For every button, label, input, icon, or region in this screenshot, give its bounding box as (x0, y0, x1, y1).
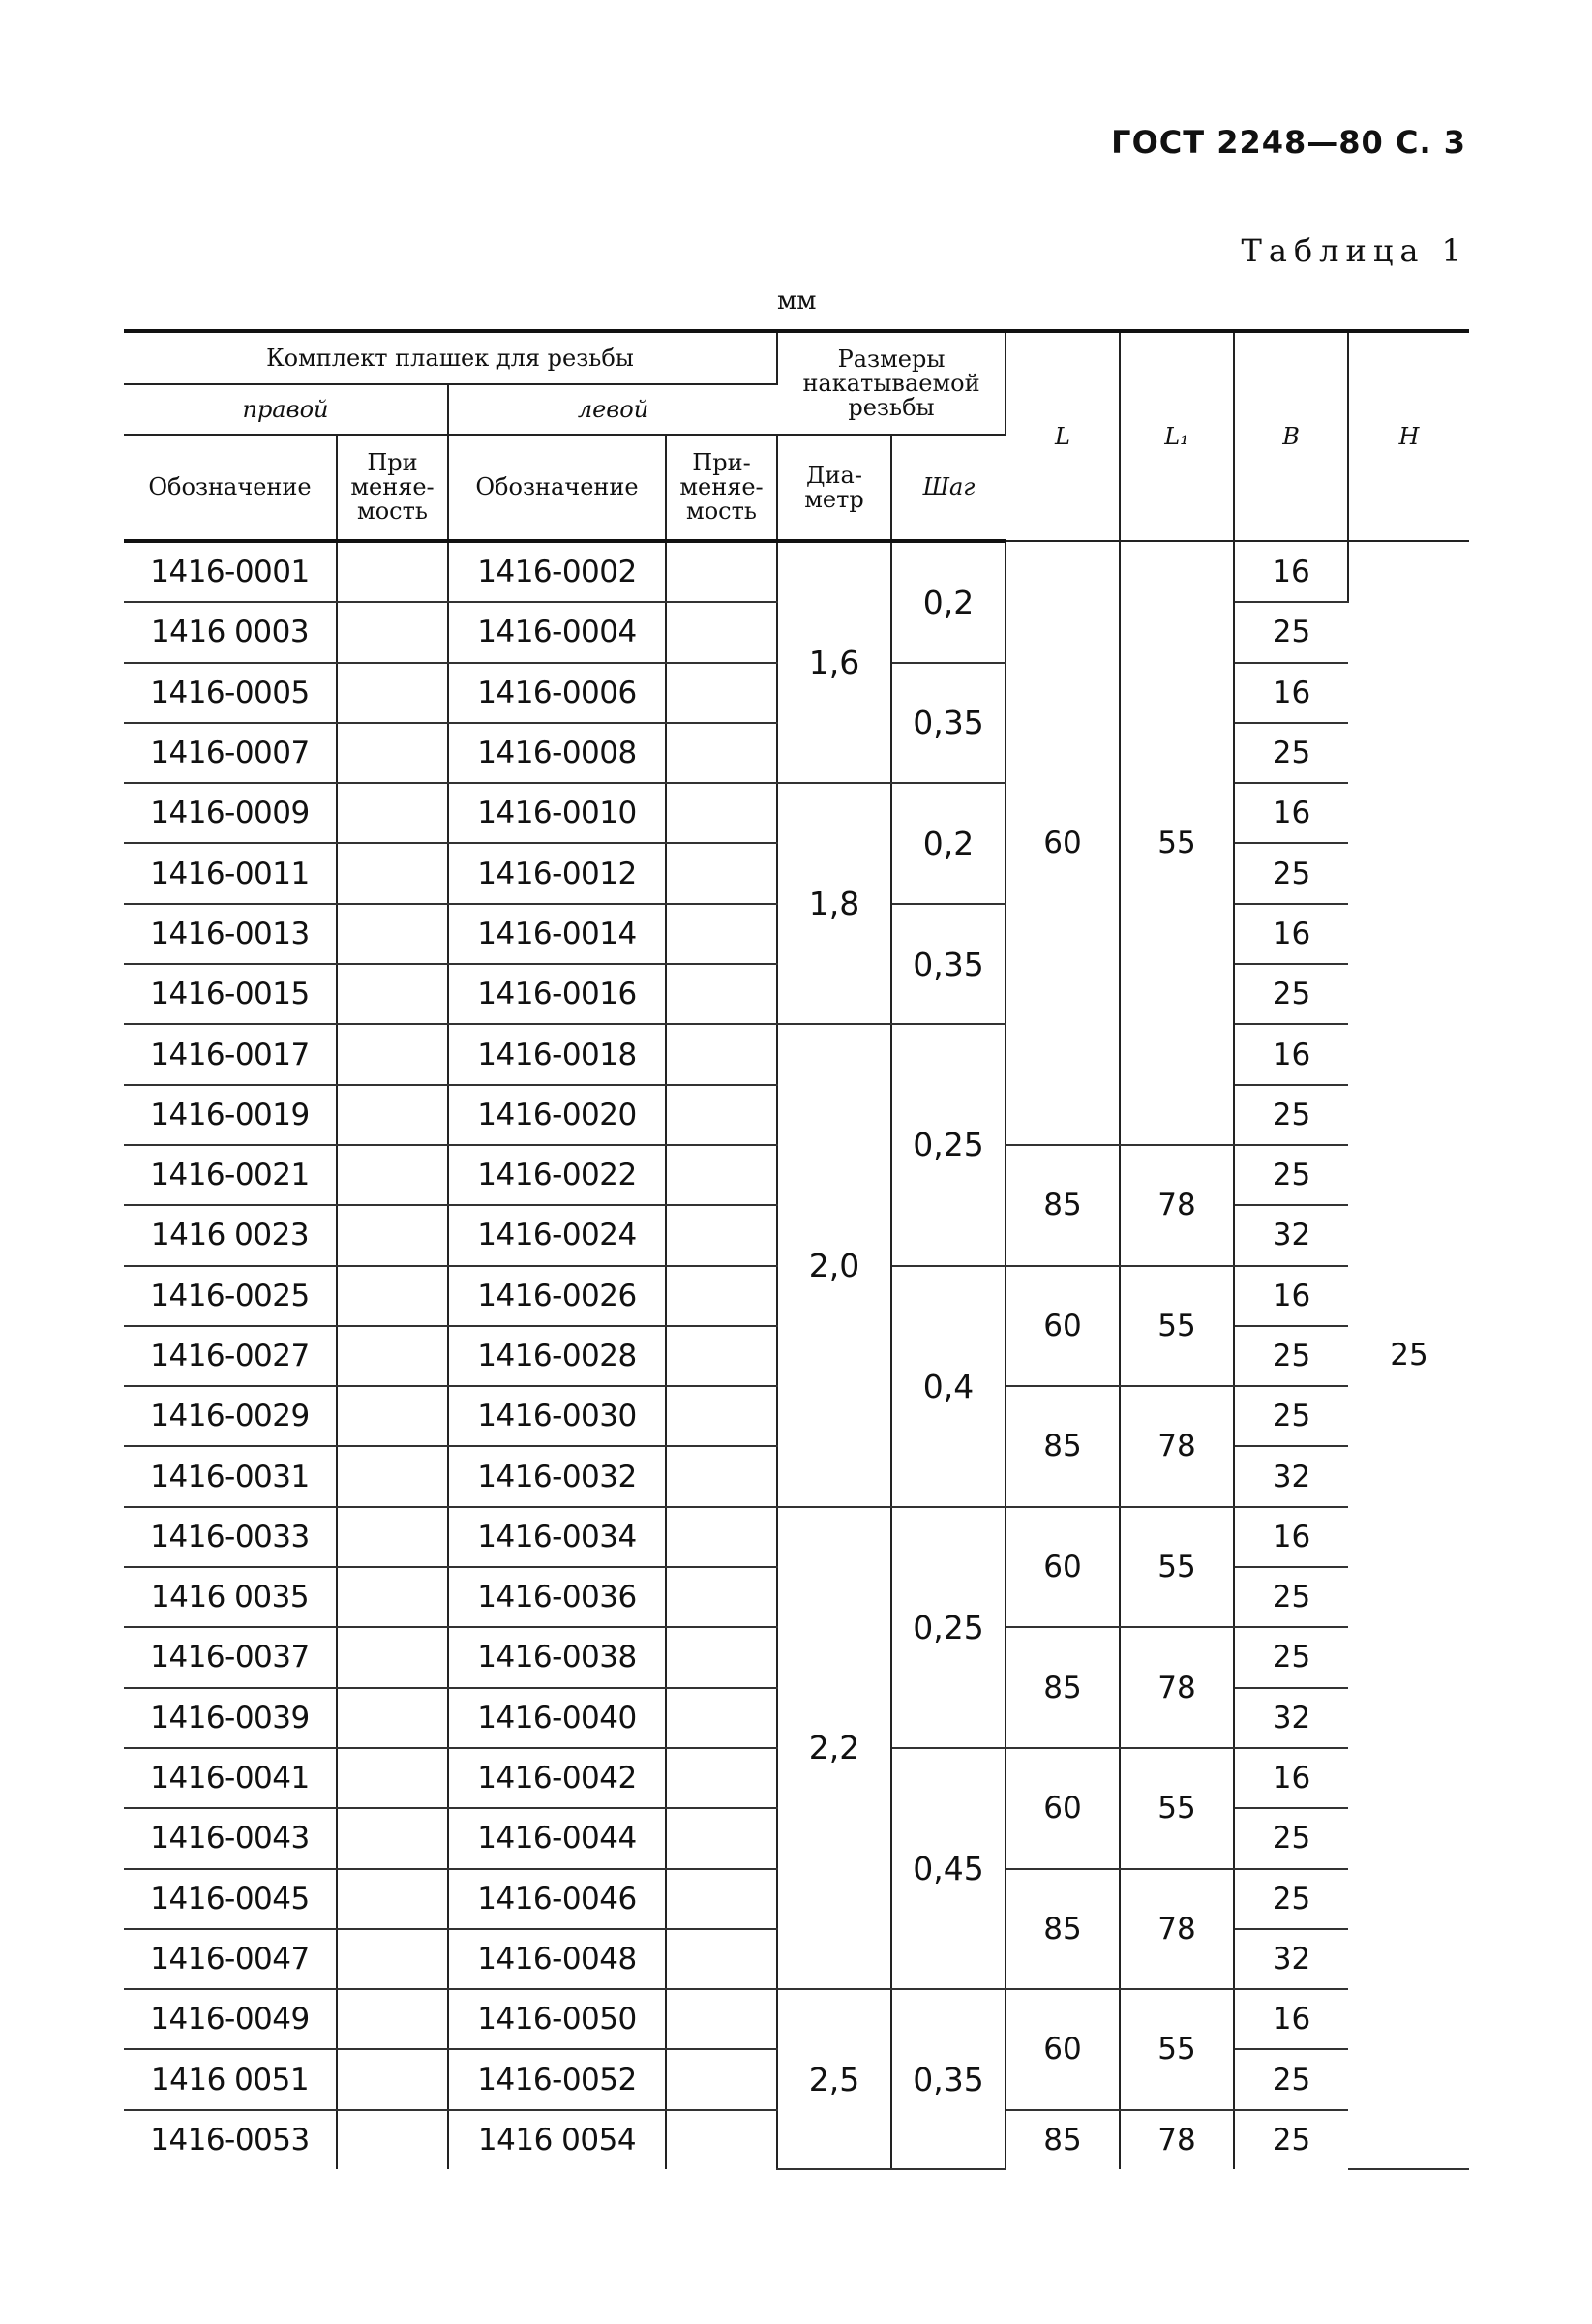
left-designation-cell: 1416-0014 (448, 904, 666, 964)
right-applicability-cell (337, 1567, 448, 1627)
left-applicability-cell (666, 2110, 777, 2169)
right-applicability-cell (337, 2049, 448, 2109)
right-applicability-cell (337, 1266, 448, 1326)
left-designation-cell: 1416-0050 (448, 1989, 666, 2049)
pitch-cell: 0,25 (891, 1024, 1006, 1265)
right-designation-cell: 1416-0017 (124, 1024, 337, 1084)
header-h: H (1348, 331, 1469, 541)
right-applicability-cell (337, 964, 448, 1024)
right-applicability-cell (337, 723, 448, 783)
l-cell: 85 (1006, 1869, 1120, 1990)
left-applicability-cell (666, 1446, 777, 1506)
l-cell: 60 (1006, 1507, 1120, 1628)
right-applicability-cell (337, 1085, 448, 1145)
right-designation-cell: 1416-0049 (124, 1989, 337, 2049)
header-b: B (1234, 331, 1348, 541)
b-cell: 32 (1234, 1446, 1348, 1506)
header-designation-right: Обозначение (124, 435, 337, 541)
l1-cell: 55 (1120, 541, 1234, 1145)
l1-cell: 78 (1120, 1386, 1234, 1507)
header-l1: L₁ (1120, 331, 1234, 541)
left-designation-cell: 1416-0044 (448, 1808, 666, 1868)
b-cell: 25 (1234, 1869, 1348, 1929)
left-designation-cell: 1416-0046 (448, 1869, 666, 1929)
right-designation-cell: 1416-0047 (124, 1929, 337, 1989)
l1-cell: 55 (1120, 1748, 1234, 1869)
pitch-cell: 0,45 (891, 1748, 1006, 1989)
left-applicability-cell (666, 1386, 777, 1446)
header-diameter: Диа- метр (777, 435, 891, 541)
right-designation-cell: 1416-0041 (124, 1748, 337, 1808)
left-designation-cell: 1416-0032 (448, 1446, 666, 1506)
b-cell: 16 (1234, 1507, 1348, 1567)
b-cell: 16 (1234, 663, 1348, 723)
left-designation-cell: 1416-0008 (448, 723, 666, 783)
b-cell: 16 (1234, 1024, 1348, 1084)
right-applicability-cell (337, 1808, 448, 1868)
b-cell: 25 (1234, 1627, 1348, 1687)
diameter-cell: 2,2 (777, 1507, 891, 1989)
right-applicability-cell (337, 1145, 448, 1205)
left-applicability-cell (666, 1869, 777, 1929)
left-designation-cell: 1416-0042 (448, 1748, 666, 1808)
right-designation-cell: 1416-0009 (124, 783, 337, 843)
left-applicability-cell (666, 1929, 777, 1989)
l-cell: 60 (1006, 1989, 1120, 2110)
left-applicability-cell (666, 1085, 777, 1145)
l-cell: 60 (1006, 1748, 1120, 1869)
l1-cell: 55 (1120, 1266, 1234, 1387)
b-cell: 25 (1234, 1386, 1348, 1446)
right-designation-cell: 1416-0011 (124, 843, 337, 903)
left-applicability-cell (666, 663, 777, 723)
pitch-cell: 0,4 (891, 1266, 1006, 1507)
left-applicability-cell (666, 1989, 777, 2049)
right-designation-cell: 1416-0053 (124, 2110, 337, 2169)
right-designation-cell: 1416-0043 (124, 1808, 337, 1868)
right-applicability-cell (337, 1386, 448, 1446)
left-designation-cell: 1416-0040 (448, 1688, 666, 1748)
right-applicability-cell (337, 1507, 448, 1567)
table-title: Таблица 1 (1241, 232, 1468, 269)
table-row (124, 1989, 1469, 2049)
left-applicability-cell (666, 1567, 777, 1627)
left-designation-cell: 1416-0022 (448, 1145, 666, 1205)
b-cell: 25 (1234, 964, 1348, 1024)
right-applicability-cell (337, 663, 448, 723)
left-applicability-cell (666, 1024, 777, 1084)
l-cell: 60 (1006, 1266, 1120, 1387)
pitch-cell: 0,35 (891, 1989, 1006, 2169)
table-row (124, 1024, 1469, 1084)
right-applicability-cell (337, 843, 448, 903)
left-designation-cell: 1416-0038 (448, 1627, 666, 1687)
b-cell: 25 (1234, 843, 1348, 903)
b-cell: 25 (1234, 723, 1348, 783)
header-l: L (1006, 331, 1120, 541)
right-designation-cell: 1416-0013 (124, 904, 337, 964)
b-cell: 32 (1234, 1929, 1348, 1989)
l1-cell: 55 (1120, 1507, 1234, 1628)
left-applicability-cell (666, 602, 777, 662)
right-designation-cell: 1416 0003 (124, 602, 337, 662)
left-designation-cell: 1416-0004 (448, 602, 666, 662)
right-designation-cell: 1416-0031 (124, 1446, 337, 1506)
l1-cell: 78 (1120, 1627, 1234, 1748)
left-designation-cell: 1416-0036 (448, 1567, 666, 1627)
left-designation-cell: 1416-0018 (448, 1024, 666, 1084)
right-designation-cell: 1416-0007 (124, 723, 337, 783)
b-cell: 16 (1234, 783, 1348, 843)
right-applicability-cell (337, 1627, 448, 1687)
b-cell: 16 (1234, 1748, 1348, 1808)
table-row (124, 783, 1469, 843)
left-designation-cell: 1416-0006 (448, 663, 666, 723)
b-cell: 25 (1272, 2122, 1311, 2158)
right-applicability-cell (337, 1446, 448, 1506)
table-row (124, 1507, 1469, 1567)
left-designation-cell: 1416-0034 (448, 1507, 666, 1567)
right-applicability-cell (337, 602, 448, 662)
right-applicability-cell (337, 1688, 448, 1748)
right-designation-cell: 1416-0045 (124, 1869, 337, 1929)
b-cell: 25 (1234, 1808, 1348, 1868)
left-designation-cell: 1416-0024 (448, 1205, 666, 1265)
l1-cell: 78 (1120, 2110, 1234, 2169)
right-applicability-cell (337, 783, 448, 843)
pitch-cell: 0,35 (891, 904, 1006, 1025)
left-designation-cell: 1416-0012 (448, 843, 666, 903)
right-designation-cell: 1416 0023 (124, 1205, 337, 1265)
l-cell: 85 (1006, 1145, 1120, 1266)
l-cell: 85 (1006, 2110, 1120, 2169)
left-designation-cell: 1416-0028 (448, 1326, 666, 1386)
left-applicability-cell (666, 723, 777, 783)
right-designation-cell: 1416-0027 (124, 1326, 337, 1386)
header-applicability-left: При- меняе- мость (666, 435, 777, 541)
right-applicability-cell (337, 904, 448, 964)
h-cell: 25 (1348, 541, 1469, 2169)
left-applicability-cell (666, 2049, 777, 2109)
left-applicability-cell (666, 1145, 777, 1205)
header-applicability-right: При меняе- мость (337, 435, 448, 541)
l1-cell: 55 (1120, 1989, 1234, 2110)
left-applicability-cell (666, 1266, 777, 1326)
b-cell: 25 (1234, 1326, 1348, 1386)
pitch-cell: 0,25 (891, 1507, 1006, 1748)
right-applicability-cell (337, 1869, 448, 1929)
right-applicability-cell (337, 2110, 448, 2169)
header-left-thread: левой (448, 384, 777, 435)
b-cell: 16 (1234, 541, 1348, 602)
right-designation-cell: 1416-0033 (124, 1507, 337, 1567)
left-designation-cell: 1416-0026 (448, 1266, 666, 1326)
b-cell: 25 (1234, 1567, 1348, 1627)
l1-cell: 78 (1120, 1869, 1234, 1990)
unit-label: мм (777, 287, 817, 316)
left-designation-cell: 1416-0052 (448, 2049, 666, 2109)
b-cell: 25 (1234, 602, 1348, 662)
left-applicability-cell (666, 843, 777, 903)
diameter-cell: 2,5 (777, 1989, 891, 2169)
right-applicability-cell (337, 1326, 448, 1386)
table-body (124, 541, 1469, 2169)
right-designation-cell: 1416-0015 (124, 964, 337, 1024)
right-designation-cell: 1416-0021 (124, 1145, 337, 1205)
l1-cell: 78 (1120, 1145, 1234, 1266)
right-designation-cell: 1416-0005 (124, 663, 337, 723)
b-cell: 32 (1234, 1688, 1348, 1748)
left-designation-cell: 1416 0054 (448, 2110, 666, 2169)
die-sets-table (124, 329, 1469, 2170)
right-designation-cell: 1416 0051 (124, 2049, 337, 2109)
header-die-set: Комплект плашек для резьбы (124, 331, 777, 384)
left-applicability-cell (666, 1507, 777, 1567)
left-designation-cell: 1416-0010 (448, 783, 666, 843)
right-applicability-cell (337, 541, 448, 602)
right-designation-cell: 1416-0001 (124, 541, 337, 602)
left-applicability-cell (666, 783, 777, 843)
left-applicability-cell (666, 904, 777, 964)
left-applicability-cell (666, 541, 777, 602)
b-cell: 25 (1234, 1085, 1348, 1145)
right-designation-cell: 1416-0039 (124, 1688, 337, 1748)
b-cell: 32 (1234, 1205, 1348, 1265)
left-designation-cell: 1416-0002 (448, 541, 666, 602)
left-designation-cell: 1416-0030 (448, 1386, 666, 1446)
header-thread-size: Размеры накатываемой резьбы (777, 331, 1006, 435)
document-header: ГОСТ 2248—80 С. 3 (1111, 124, 1466, 161)
left-designation-cell: 1416-0016 (448, 964, 666, 1024)
header-designation-left: Обозначение (448, 435, 666, 541)
b-cell: 25 (1234, 1145, 1348, 1205)
left-applicability-cell (666, 1205, 777, 1265)
right-designation-cell: 1416-0019 (124, 1085, 337, 1145)
diameter-cell: 1,6 (777, 541, 891, 783)
left-applicability-cell (666, 1688, 777, 1748)
table-row (124, 541, 1469, 602)
header-pitch: Шаг (891, 435, 1006, 541)
b-cell: 25 (1234, 2049, 1348, 2109)
right-applicability-cell (337, 1024, 448, 1084)
right-applicability-cell (337, 1748, 448, 1808)
left-designation-cell: 1416-0020 (448, 1085, 666, 1145)
left-designation-cell: 1416-0048 (448, 1929, 666, 1989)
left-applicability-cell (666, 1748, 777, 1808)
pitch-cell: 0,2 (891, 541, 1006, 663)
pitch-cell: 0,35 (891, 663, 1006, 784)
b-cell: 16 (1234, 904, 1348, 964)
l-cell: 85 (1006, 1386, 1120, 1507)
left-applicability-cell (666, 1808, 777, 1868)
right-applicability-cell (337, 1205, 448, 1265)
diameter-cell: 1,8 (777, 783, 891, 1024)
right-applicability-cell (337, 1929, 448, 1989)
right-designation-cell: 1416-0029 (124, 1386, 337, 1446)
right-applicability-cell (337, 1989, 448, 2049)
pitch-cell: 0,2 (891, 783, 1006, 904)
left-applicability-cell (666, 1326, 777, 1386)
b-cell: 16 (1234, 1266, 1348, 1326)
l-cell: 60 (1006, 541, 1120, 1145)
header-right-thread: правой (124, 384, 448, 435)
right-designation-cell: 1416 0035 (124, 1567, 337, 1627)
left-applicability-cell (666, 1627, 777, 1687)
l-cell: 85 (1006, 1627, 1120, 1748)
right-designation-cell: 1416-0025 (124, 1266, 337, 1326)
left-applicability-cell (666, 964, 777, 1024)
diameter-cell: 2,0 (777, 1024, 891, 1506)
b-cell: 16 (1234, 1989, 1348, 2049)
right-designation-cell: 1416-0037 (124, 1627, 337, 1687)
